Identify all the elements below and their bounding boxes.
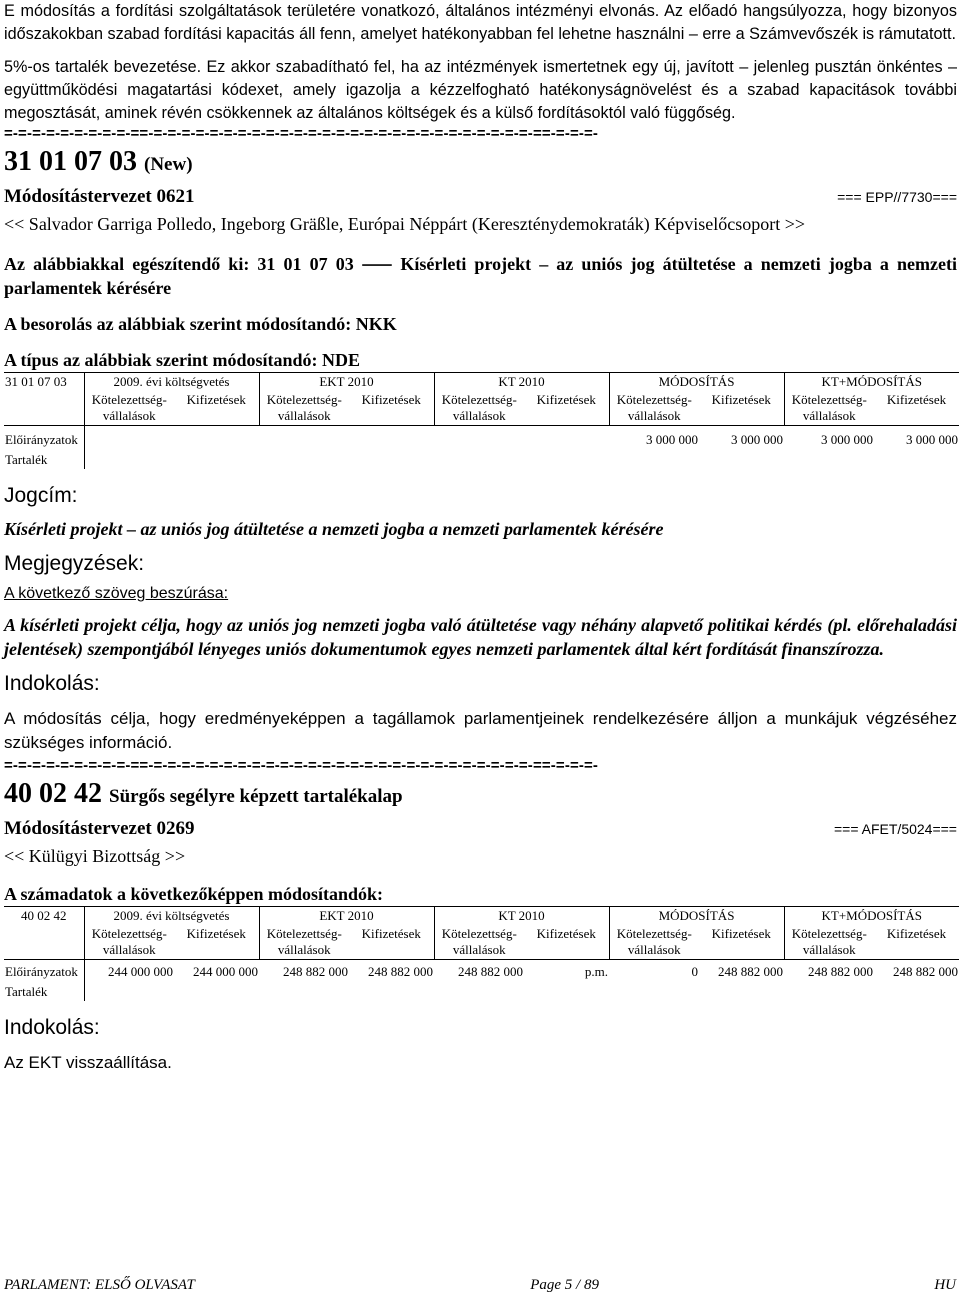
table-cell: 3 000 000: [821, 432, 873, 447]
group-header: 2009. évi költségvetés: [84, 907, 259, 926]
sub-header: Kifizetések: [174, 391, 259, 426]
jogcim-heading: Jogcím:: [4, 484, 78, 507]
table-cell: [434, 426, 524, 470]
table-cell: 3 000 000: [731, 432, 783, 447]
justification-heading: Indokolás:: [4, 1016, 100, 1039]
sub-header: Kifizetések: [524, 925, 609, 960]
budget-table-1: [4, 372, 959, 469]
table-cell: 248 882 000: [368, 964, 433, 979]
sub-header: Kötelezettség-vállalások: [84, 391, 174, 426]
table-cell: 248 882 000: [458, 964, 523, 979]
group-header: KT 2010: [434, 907, 609, 926]
budget-line-title: Sürgős segélyre képzett tartalékalap: [109, 786, 403, 807]
sub-header: Kötelezettség-vállalások: [259, 391, 349, 426]
justification-text: Az EKT visszaállítása.: [4, 1053, 172, 1072]
reserve-paragraph: [4, 56, 957, 125]
table-cell: 3 000 000: [906, 432, 958, 447]
group-header: 2009. évi költségvetés: [84, 373, 259, 392]
type-line: A típus az alábbiak szerint módosítandó: NDE: [4, 350, 361, 370]
draft-reference: === EPP//7730===: [837, 189, 957, 205]
table-cell: 3 000 000: [646, 432, 698, 447]
table-cell: 244 000 000: [84, 960, 174, 1002]
reserve-body: Ez akkor szabadítható fel, ha az intézmények ismertetnek egy új, javított – jelenleg pusztán önkéntes – együttműködési magatartási kódexet, amely igazolja a kézzelfogható hatékonyságnövelést és a szabad kapacitások további megosztását, aminek révén csökkennek az általános költségek és a külső fordításoktól való függőség.: [4, 58, 957, 122]
sub-header: Kötelezettség-vállalások: [609, 925, 699, 960]
sub-header: Kifizetések: [349, 925, 434, 960]
group-header: MÓDOSÍTÁS: [609, 907, 784, 926]
table-code: 40 02 42: [4, 907, 84, 926]
intro-paragraph: E módosítás a fordítási szolgáltatások területére vonatkozó, általános intézményi elvonás. Az előadó hangsúlyozza, hogy bizonyos időszakokban szabad fordítási kapacitás áll fenn, amelyet hatékonyabban fel lehetne használni – erre a Számvevőszék is rámutatott.: [4, 2, 957, 43]
draft-reference: === AFET/5024===: [834, 821, 957, 837]
sub-header: Kötelezettség-vállalások: [84, 925, 174, 960]
footer-left: PARLAMENT: ELSŐ OLVASAT: [4, 1277, 195, 1293]
group-header: MÓDOSÍTÁS: [609, 373, 784, 392]
jogcim-text: Kísérleti projekt – az uniós jog átültetése a nemzeti jogba a nemzeti parlamentek kérésére: [4, 519, 664, 539]
table-code: 31 01 07 03: [4, 373, 84, 392]
sub-header: Kifizetések: [699, 391, 784, 426]
notes-heading: Megjegyzések:: [4, 552, 145, 575]
group-header: KT+MÓDOSÍTÁS: [784, 373, 959, 392]
sub-header: Kifizetések: [174, 925, 259, 960]
draft-row: [4, 186, 957, 208]
justification-text: A módosítás célja, hogy eredményeképpen a tagállamok parlamentjeinek rendelkezésére álljon a munkájuk végzéséhez szükséges információ.: [4, 709, 957, 752]
table-cell: 248 882 000: [893, 964, 958, 979]
row-label: Előirányzatok Tartalék: [5, 964, 78, 999]
sub-header: Kötelezettség-vállalások: [434, 391, 524, 426]
sub-header: Kötelezettség-vállalások: [784, 925, 874, 960]
table-cell: p.m.: [584, 964, 608, 979]
page-footer: [4, 1277, 956, 1294]
table-cell: [84, 426, 174, 470]
budget-line-heading: [4, 777, 957, 814]
table-cell: [259, 426, 349, 470]
supplement-line: Az alábbiakkal egészítendő ki: 31 01 07 03 ⸺ Kísérleti projekt – az uniós jog átültetése a nemzeti jogba a nemzeti parlamentek kérésére: [4, 254, 957, 298]
table-cell: 248 882 000: [808, 964, 873, 979]
reserve-lead: 5%-os tartalék bevezetése.: [4, 58, 202, 76]
modify-line: A számadatok a következőképpen módosítandók:: [4, 884, 384, 904]
row-label: Előirányzatok Tartalék: [5, 432, 78, 467]
sub-header: Kifizetések: [699, 925, 784, 960]
budget-line-heading: [4, 145, 957, 182]
insert-label: A következő szöveg beszúrása:: [4, 585, 229, 602]
authors-line: << Salvador Garriga Polledo, Ingeborg Gräßle, Európai Néppárt (Kereszténydemokraták) Képviselőcsoport >>: [4, 214, 806, 234]
group-header: KT+MÓDOSÍTÁS: [784, 907, 959, 926]
sub-header: Kötelezettség-vállalások: [609, 391, 699, 426]
draft-row: [4, 818, 957, 840]
table-cell: [524, 426, 609, 470]
sub-header: Kötelezettség-vállalások: [784, 391, 874, 426]
table-cell: 0: [691, 964, 698, 979]
justification-heading: Indokolás:: [4, 672, 100, 695]
table-cell: 244 000 000: [193, 964, 258, 979]
authors-line: << Külügyi Bizottság >>: [4, 846, 186, 866]
sub-header: Kifizetések: [349, 391, 434, 426]
sub-header: Kifizetések: [524, 391, 609, 426]
footer-page-number: Page 5 / 89: [530, 1277, 599, 1293]
table-cell: [174, 426, 259, 470]
classification-line: A besorolás az alábbiak szerint módosítandó: NKK: [4, 314, 397, 334]
table-cell: [349, 426, 434, 470]
group-header: EKT 2010: [259, 373, 434, 392]
budget-line-tag: (New): [144, 154, 193, 175]
sub-header: Kötelezettség-vállalások: [259, 925, 349, 960]
separator-line: =-=-=-=-=-=-=-=-=-==-=-=-=-=-=-=-=-=-=-=-=-=-=-=-=-=-=-=-=-=-=-=-=-=-=-=-=-==-=-=-=-: [4, 757, 599, 774]
draft-amendment-title: Módosítástervezet 0269: [4, 818, 195, 839]
budget-table-2: [4, 906, 959, 1001]
insert-text: A kísérleti projekt célja, hogy az uniós jog nemzeti jogba való átültetése vagy néhány alapvető politikai kérdés (pl. előrehaladási jelentések) szempontjából lényeges uniós dokumentumok egyes nemzeti parlamentek által kért fordítását finanszírozza.: [4, 615, 957, 659]
sub-header: Kötelezettség-vállalások: [434, 925, 524, 960]
budget-line-number: 40 02 42: [4, 778, 102, 809]
footer-language: HU: [934, 1277, 956, 1293]
table-cell: 248 882 000: [283, 964, 348, 979]
sub-header: Kifizetések: [874, 925, 959, 960]
separator-line: =-=-=-=-=-=-=-=-=-==-=-=-=-=-=-=-=-=-=-=-=-=-=-=-=-=-=-=-=-=-=-=-=-=-=-=-=-==-=-=-=-: [4, 125, 599, 142]
group-header: EKT 2010: [259, 907, 434, 926]
draft-amendment-title: Módosítástervezet 0621: [4, 186, 195, 207]
table-cell: 248 882 000: [718, 964, 783, 979]
group-header: KT 2010: [434, 373, 609, 392]
sub-header: Kifizetések: [874, 391, 959, 426]
budget-line-number: 31 01 07 03: [4, 146, 137, 177]
